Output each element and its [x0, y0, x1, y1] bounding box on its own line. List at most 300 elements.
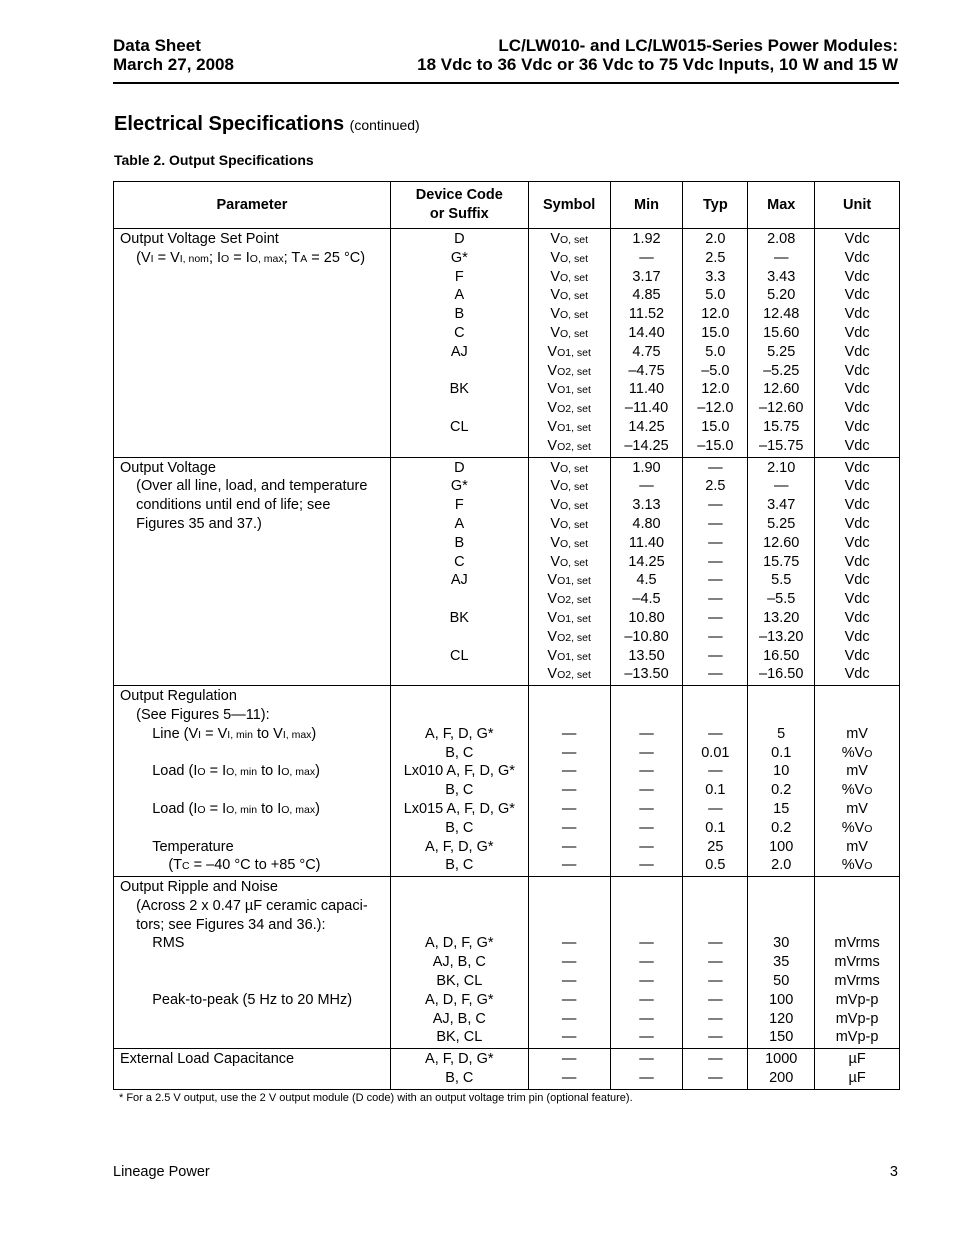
unit-value: Vdc — [844, 572, 870, 589]
cell-max — [748, 877, 815, 1049]
min-value: 4.80 — [632, 515, 661, 532]
symbol-value: VO, set — [550, 497, 588, 514]
min-value: 14.25 — [628, 418, 665, 435]
typ-value: — — [708, 591, 723, 608]
min-value: 14.40 — [628, 324, 665, 341]
symbol-value: VO, set — [550, 459, 588, 476]
unit-value: Vdc — [844, 343, 870, 360]
cell-min — [610, 1049, 683, 1090]
unit-value: µF — [848, 1051, 866, 1068]
max-value: 35 — [773, 954, 790, 971]
min-value: 3.13 — [632, 497, 661, 514]
device-code-value: BK, CL — [436, 1029, 483, 1046]
max-value: 1000 — [765, 1051, 798, 1068]
symbol-value: VO2, set — [547, 628, 591, 645]
cell-max — [748, 686, 815, 877]
col-typ: Typ — [683, 182, 748, 229]
min-value: 1.92 — [632, 231, 661, 247]
symbol-value: VO1, set — [547, 381, 591, 398]
symbol-value: VO, set — [550, 324, 588, 341]
typ-value: — — [708, 515, 723, 532]
typ-value: 0.1 — [705, 782, 726, 799]
parameter-value: Load (IO = IO, min to IO, max) — [120, 800, 320, 817]
device-code-value: G* — [450, 249, 468, 266]
max-value: 2.08 — [767, 231, 796, 247]
cell-parameter — [114, 457, 391, 686]
typ-value: — — [708, 666, 723, 683]
symbol-value: — — [561, 800, 577, 817]
device-code-value: B, C — [445, 744, 474, 761]
symbol-value: — — [561, 763, 577, 780]
typ-value: 0.1 — [705, 819, 726, 836]
unit-value: mV — [846, 800, 868, 817]
symbol-value: — — [561, 725, 577, 742]
cell-max — [748, 1049, 815, 1090]
section-title-text: Electrical Specifications — [114, 113, 345, 135]
typ-value: — — [708, 628, 723, 645]
min-value: 11.40 — [628, 534, 665, 551]
typ-value: — — [708, 553, 723, 570]
symbol-value: VO2, set — [547, 437, 591, 454]
unit-value: %VO — [841, 819, 873, 836]
max-value: –13.20 — [759, 628, 804, 645]
min-value: — — [639, 249, 654, 266]
symbol-value: — — [561, 973, 577, 990]
cell-max — [748, 229, 815, 458]
symbol-value: VO1, set — [547, 647, 591, 664]
device-code-value — [391, 706, 528, 725]
parameter-value: Load (IO = IO, min to IO, max) — [120, 763, 320, 780]
unit-value — [815, 687, 899, 706]
device-code-value: AJ, B, C — [432, 954, 486, 971]
min-value: 4.85 — [632, 287, 661, 304]
cell-device-code — [390, 229, 528, 458]
parameter-value: (Across 2 x 0.47 µF ceramic capaci- — [120, 897, 368, 914]
min-value: 4.75 — [632, 343, 661, 360]
typ-value: — — [708, 991, 723, 1008]
device-code-value — [391, 362, 528, 381]
symbol-value: VO2, set — [547, 591, 591, 608]
max-value: 5.25 — [767, 515, 796, 532]
max-value: 5.20 — [767, 287, 796, 304]
typ-value: 15.0 — [701, 324, 730, 341]
typ-value: — — [708, 1029, 723, 1046]
unit-value: Vdc — [844, 628, 870, 645]
typ-value: 5.0 — [705, 287, 726, 304]
symbol-value: — — [561, 935, 577, 952]
unit-value: Vdc — [844, 324, 870, 341]
typ-value: — — [708, 1051, 723, 1068]
typ-value — [683, 706, 747, 725]
typ-value: 15.0 — [701, 418, 730, 435]
symbol-value: VO, set — [550, 287, 588, 304]
unit-value: mV — [846, 838, 868, 855]
unit-value: Vdc — [844, 478, 870, 495]
unit-value: mVrms — [834, 973, 880, 990]
col-unit: Unit — [815, 182, 900, 229]
cell-device-code — [390, 686, 528, 877]
unit-value: Vdc — [844, 666, 870, 683]
unit-value — [815, 897, 899, 916]
min-value: –4.75 — [628, 362, 665, 379]
unit-value: Vdc — [844, 437, 870, 454]
symbol-value: VO, set — [550, 268, 588, 285]
unit-value — [815, 706, 899, 725]
cell-device-code — [390, 457, 528, 686]
device-code-value: CL — [450, 647, 469, 664]
cell-symbol — [528, 229, 610, 458]
cell-typ — [683, 229, 748, 458]
typ-value: — — [708, 647, 723, 664]
symbol-value: VO, set — [550, 231, 588, 247]
cell-unit — [815, 877, 900, 1049]
unit-value: µF — [848, 1070, 866, 1087]
min-value — [611, 897, 683, 916]
max-value — [748, 897, 814, 916]
symbol-value: — — [561, 744, 577, 761]
device-code-value: F — [454, 497, 464, 514]
max-value: 150 — [769, 1029, 794, 1046]
parameter-value: External Load Capacitance — [120, 1051, 295, 1068]
device-code-value: D — [454, 231, 465, 247]
device-code-value — [391, 628, 528, 647]
device-code-value: C — [454, 324, 465, 341]
cell-device-code — [390, 877, 528, 1049]
min-value: 4.5 — [636, 572, 657, 589]
unit-value: mVp-p — [835, 1010, 879, 1027]
parameter-value — [120, 972, 390, 991]
max-value: 5.5 — [771, 572, 792, 589]
parameter-value — [120, 744, 390, 763]
device-code-value — [391, 399, 528, 418]
col-device-code — [390, 182, 528, 229]
section-continued: (continued) — [349, 117, 420, 133]
symbol-value: VO, set — [550, 515, 588, 532]
parameter-value: (VI = VI, nom; IO = IO, max; TA = 25 °C) — [120, 249, 366, 266]
min-value — [611, 878, 683, 897]
min-value: — — [639, 1010, 654, 1027]
device-code-value — [391, 878, 528, 897]
typ-value: 0.01 — [701, 744, 730, 761]
col-parameter: Parameter — [114, 182, 391, 229]
parameter-value — [120, 819, 390, 838]
unit-value: %VO — [841, 744, 873, 761]
unit-value: mVp-p — [835, 991, 879, 1008]
device-code-value — [391, 687, 528, 706]
min-value: –4.5 — [632, 591, 661, 608]
cell-symbol — [528, 877, 610, 1049]
device-code-value: AJ — [450, 572, 468, 589]
device-code-value: BK, CL — [436, 973, 483, 990]
symbol-value — [529, 706, 610, 725]
typ-value: — — [708, 609, 723, 626]
device-code-value — [391, 897, 528, 916]
page-number: 3 — [889, 1164, 898, 1180]
symbol-value: — — [561, 954, 577, 971]
max-value — [748, 878, 814, 897]
device-code-value: A — [454, 287, 465, 304]
footnote: * For a 2.5 V output, use the 2 V output module (D code) with an output voltage trim pin (optional feature). — [119, 1092, 633, 1104]
min-value: 14.25 — [628, 553, 665, 570]
device-code-value: A, D, F, G* — [425, 991, 494, 1008]
max-value: –5.5 — [767, 591, 796, 608]
device-code-value — [391, 437, 528, 456]
cell-typ — [683, 457, 748, 686]
symbol-value — [529, 897, 610, 916]
max-value: 12.60 — [763, 534, 800, 551]
max-value: 15.75 — [763, 418, 800, 435]
parameter-value: Temperature — [120, 838, 234, 855]
min-value: — — [639, 1070, 654, 1087]
device-code-value: Lx010 A, F, D, G* — [403, 763, 515, 780]
min-value: 3.17 — [632, 268, 661, 285]
device-code-value: Lx015 A, F, D, G* — [403, 800, 515, 817]
symbol-value: VO, set — [550, 534, 588, 551]
parameter-value: Output Regulation — [120, 688, 237, 705]
unit-value: %VO — [841, 857, 873, 874]
table-row — [114, 1049, 900, 1090]
cell-symbol — [528, 1049, 610, 1090]
typ-value: 25 — [707, 838, 724, 855]
min-value: — — [639, 478, 654, 495]
header-right — [417, 36, 898, 74]
output-spec-table — [113, 181, 900, 1090]
parameter-value — [120, 1028, 390, 1047]
symbol-value: — — [561, 819, 577, 836]
parameter-value: Line (VI = VI, min to VI, max) — [120, 725, 317, 742]
unit-value: Vdc — [844, 553, 870, 570]
parameter-value: Peak-to-peak (5 Hz to 20 MHz) — [120, 991, 353, 1008]
parameter-value — [120, 1069, 390, 1088]
typ-value: — — [708, 534, 723, 551]
device-code-value: BK — [449, 609, 469, 626]
max-value: 15.60 — [763, 324, 800, 341]
device-code-value: A, F, D, G* — [425, 725, 494, 742]
max-value: –5.25 — [763, 362, 800, 379]
col-max: Max — [748, 182, 815, 229]
col-device-code-line1: Device Code — [415, 187, 503, 204]
symbol-value: — — [561, 1029, 577, 1046]
device-code-value — [391, 916, 528, 935]
max-value: 3.43 — [767, 268, 796, 285]
cell-parameter — [114, 877, 391, 1049]
min-value: — — [639, 954, 654, 971]
max-value: — — [773, 249, 789, 266]
table-title: Table 2. Output Specifications — [114, 152, 314, 168]
max-value: –16.50 — [759, 666, 804, 683]
typ-value: 2.0 — [705, 231, 726, 247]
unit-value: Vdc — [844, 381, 870, 398]
unit-value: Vdc — [844, 249, 870, 266]
max-value: 12.60 — [763, 381, 800, 398]
max-value — [748, 687, 814, 706]
device-code-value: F — [454, 268, 464, 285]
symbol-value: — — [561, 857, 577, 874]
max-value: –15.75 — [759, 437, 804, 454]
min-value: 11.52 — [628, 306, 665, 323]
max-value: 30 — [773, 935, 790, 952]
parameter-value — [120, 953, 390, 972]
doc-type: Data Sheet — [113, 36, 201, 55]
parameter-value: (See Figures 5—11): — [120, 706, 270, 723]
min-value: — — [639, 744, 654, 761]
typ-value: 3.3 — [705, 268, 726, 285]
cell-unit — [815, 457, 900, 686]
min-value: — — [639, 935, 654, 952]
min-value: 10.80 — [628, 609, 665, 626]
unit-value: Vdc — [844, 268, 870, 285]
min-value: 1.90 — [632, 459, 661, 476]
symbol-value: — — [561, 782, 577, 799]
symbol-value: VO, set — [550, 249, 588, 266]
typ-value: 2.5 — [705, 249, 726, 266]
symbol-value — [529, 687, 610, 706]
cell-symbol — [528, 686, 610, 877]
device-code-value: B, C — [445, 1070, 474, 1087]
parameter-value: Figures 35 and 37.) — [120, 515, 262, 532]
unit-value: Vdc — [844, 231, 870, 247]
product-subtitle: 18 Vdc to 36 Vdc or 36 Vdc to 75 Vdc Inputs, 10 W and 15 W — [417, 55, 898, 74]
typ-value: 2.5 — [705, 478, 726, 495]
min-value — [611, 687, 683, 706]
cell-unit — [815, 229, 900, 458]
typ-value: –12.0 — [697, 400, 734, 417]
unit-value: Vdc — [844, 306, 870, 323]
min-value: 11.40 — [628, 381, 665, 398]
device-code-value: B — [454, 306, 465, 323]
min-value: 13.50 — [628, 647, 665, 664]
max-value: 120 — [769, 1010, 794, 1027]
section-title — [114, 113, 420, 136]
table-row — [114, 686, 900, 877]
max-value: 0.1 — [771, 744, 792, 761]
product-title: LC/LW010- and LC/LW015-Series Power Modules: — [498, 36, 898, 55]
min-value — [611, 916, 683, 935]
unit-value: Vdc — [844, 609, 870, 626]
max-value: — — [773, 478, 789, 495]
symbol-value: VO1, set — [547, 418, 591, 435]
parameter-value — [120, 781, 390, 800]
max-value: 2.10 — [767, 459, 796, 476]
min-value: — — [639, 838, 654, 855]
typ-value: 5.0 — [705, 343, 726, 360]
unit-value: Vdc — [844, 515, 870, 532]
cell-parameter — [114, 1049, 391, 1090]
unit-value — [815, 916, 899, 935]
max-value: 10 — [773, 763, 790, 780]
cell-device-code — [390, 1049, 528, 1090]
typ-value — [683, 897, 747, 916]
table-header-row — [114, 182, 900, 229]
unit-value: %VO — [841, 782, 873, 799]
unit-value: Vdc — [844, 591, 870, 608]
cell-unit — [815, 686, 900, 877]
symbol-value: VO, set — [550, 553, 588, 570]
device-code-value: CL — [450, 418, 469, 435]
symbol-value: — — [561, 1010, 577, 1027]
typ-value: — — [708, 1010, 723, 1027]
max-value — [748, 916, 814, 935]
unit-value: Vdc — [844, 287, 870, 304]
min-value: — — [639, 1051, 654, 1068]
symbol-value: VO1, set — [547, 343, 591, 360]
cell-typ — [683, 877, 748, 1049]
max-value: 50 — [773, 973, 790, 990]
typ-value: — — [708, 572, 723, 589]
max-value: 2.0 — [771, 857, 792, 874]
typ-value: –5.0 — [701, 362, 730, 379]
symbol-value: VO2, set — [547, 362, 591, 379]
typ-value: — — [708, 954, 723, 971]
symbol-value: VO1, set — [547, 572, 591, 589]
min-value: — — [639, 819, 654, 836]
header-rule — [113, 82, 899, 84]
typ-value: 0.5 — [705, 857, 726, 874]
symbol-value: VO2, set — [547, 666, 591, 683]
device-code-value: BK — [449, 381, 469, 398]
device-code-value: B, C — [445, 782, 474, 799]
max-value: 15 — [773, 800, 790, 817]
symbol-value: VO, set — [550, 478, 588, 495]
max-value: 3.47 — [767, 497, 796, 514]
max-value: 100 — [769, 838, 794, 855]
unit-value: Vdc — [844, 459, 870, 476]
symbol-value — [529, 878, 610, 897]
min-value — [611, 706, 683, 725]
typ-value: — — [708, 973, 723, 990]
min-value: –11.40 — [624, 400, 669, 417]
symbol-value: — — [561, 1051, 577, 1068]
parameter-value: conditions until end of life; see — [120, 497, 331, 514]
cell-unit — [815, 1049, 900, 1090]
unit-value: Vdc — [844, 497, 870, 514]
symbol-value: VO2, set — [547, 400, 591, 417]
typ-value: — — [708, 763, 723, 780]
header-left — [113, 36, 234, 74]
parameter-value — [120, 1010, 390, 1029]
max-value: 5.25 — [767, 343, 796, 360]
cell-max — [748, 457, 815, 686]
device-code-value: A, F, D, G* — [425, 838, 494, 855]
max-value: 200 — [769, 1070, 794, 1087]
typ-value: — — [708, 459, 723, 476]
doc-date: March 27, 2008 — [113, 55, 234, 74]
unit-value: mV — [846, 763, 868, 780]
cell-parameter — [114, 229, 391, 458]
max-value: 100 — [769, 991, 794, 1008]
unit-value: mVrms — [834, 954, 880, 971]
typ-value: — — [708, 935, 723, 952]
typ-value: 12.0 — [701, 306, 730, 323]
max-value: 0.2 — [771, 819, 792, 836]
max-value: 12.48 — [763, 306, 800, 323]
unit-value: Vdc — [844, 647, 870, 664]
symbol-value: — — [561, 838, 577, 855]
cell-min — [610, 877, 683, 1049]
table-row — [114, 877, 900, 1049]
cell-typ — [683, 686, 748, 877]
unit-value: mV — [846, 725, 868, 742]
device-code-value: A — [454, 515, 465, 532]
unit-value: mVrms — [834, 935, 880, 952]
symbol-value: VO, set — [550, 306, 588, 323]
cell-min — [610, 229, 683, 458]
device-code-value: C — [454, 553, 465, 570]
max-value — [748, 706, 814, 725]
unit-value — [815, 878, 899, 897]
device-code-value: A, D, F, G* — [425, 935, 494, 952]
device-code-value: AJ — [450, 343, 468, 360]
